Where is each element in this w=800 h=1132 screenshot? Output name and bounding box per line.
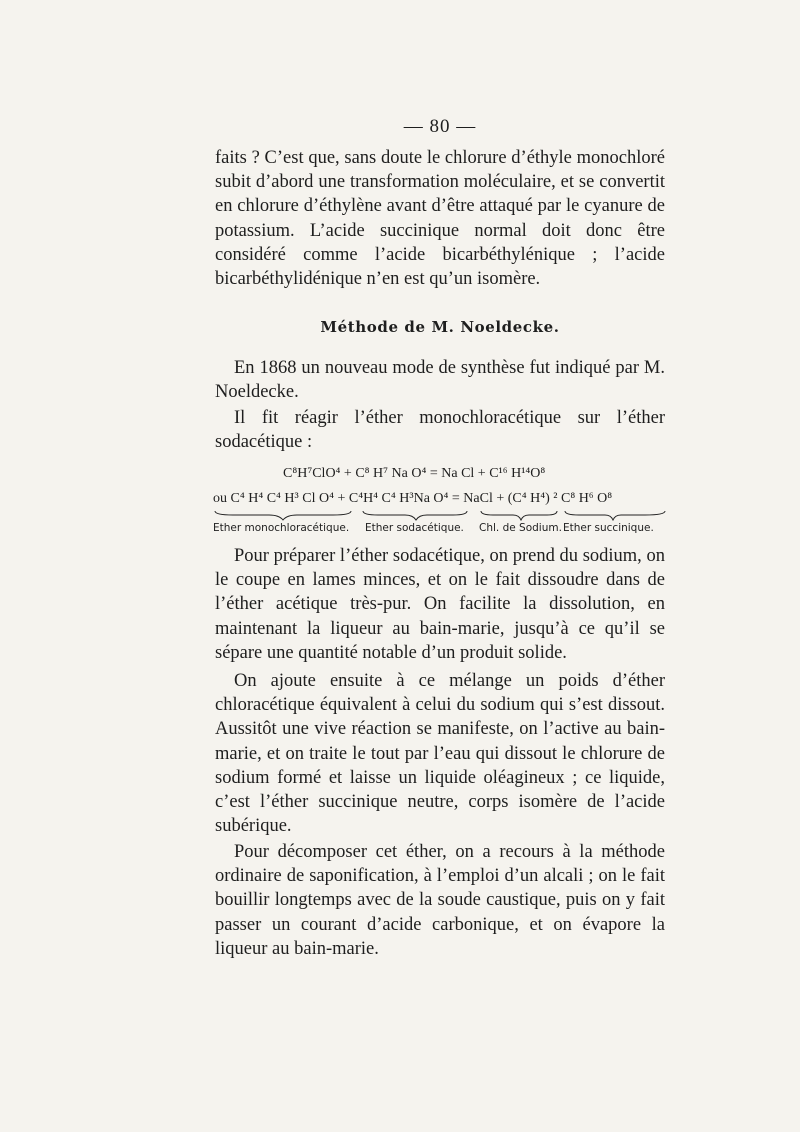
caption-ether-succinique: Ether succinique. <box>563 522 654 534</box>
paragraph-4 <box>215 544 665 665</box>
chemical-formula-2: ou C⁴ H⁴ C⁴ H³ Cl O⁴ + C⁴H⁴ C⁴ H³Na O⁴ = NaCl + (C⁴ H⁴) ² C⁸ H⁶ O⁸ <box>213 491 613 506</box>
paragraph-3 <box>215 406 665 454</box>
chemical-formula-1: C⁸H⁷ClO⁴ + C⁸ H⁷ Na O⁴ = Na Cl + C¹⁶ H¹⁴O⁸ <box>283 466 546 481</box>
section-heading: Méthode de M. Noeldecke. <box>320 318 560 336</box>
paragraph-2-text: En 1868 un nouveau mode de synthèse fut indiqué par M. Noeldecke. <box>215 358 665 403</box>
underbrace-3 <box>481 511 557 520</box>
paragraph-6-text: Pour décomposer cet éther, on a recours à la méthode ordinaire de saponification, à l’emploi d’un alcali ; on le fait bouillir longtemps avec de la soude caustique, puis on y fait passer un courant d’acide carbonique, et on évapore la liqueur au bain-marie. <box>215 842 665 959</box>
caption-ether-sodacetique: Ether sodacétique. <box>365 522 464 534</box>
underbraces <box>213 509 668 521</box>
paragraph-3-text: Il fit réagir l’éther monochloracétique sur l’éther sodacétique : <box>215 408 665 453</box>
paragraph-1 <box>215 146 665 291</box>
underbrace-2 <box>363 511 467 520</box>
caption-chl-de-sodium: Chl. de Sodium. <box>479 522 562 534</box>
underbrace-1 <box>215 511 351 520</box>
paragraph-5 <box>215 669 665 838</box>
underbrace-4 <box>565 511 665 520</box>
paragraph-5-text: On ajoute ensuite à ce mélange un poids d’éther chloracétique équivalent à celui du sodium qui s’est dissout. Aussitôt une vive réaction se manifeste, on l’active au bain-marie, et on traite le tout par l’eau qui dissout le chlorure de sodium formé et laisse un liquide oléagineux ; ce liquide, c’est l’éther succinique neutre, corps isomère de l’acide subérique. <box>215 671 665 837</box>
paragraph-6 <box>215 840 665 961</box>
paragraph-4-text: Pour préparer l’éther sodacétique, on prend du sodium, on le coupe en lames minces, et on le fait dissoudre dans de l’éther acétique très-pur. On facilite la dissolution, en maintenant la liqueur au bain-marie, jusqu’à ce qu’il se sépare une quantité notable d’un produit solide. <box>215 546 665 663</box>
paragraph-2 <box>215 356 665 404</box>
paragraph-1-text: faits ? C’est que, sans doute le chlorure d’éthyle monochloré subit d’abord une transformation moléculaire, et se convertit en chlorure d’éthylène avant d’être attaqué par le cyanure de potassium. L’acide succinique normal doit donc être considéré comme l’acide bicarbéthylénique ; l’acide bicarbéthylidénique n’en est qu’un isomère. <box>215 148 665 290</box>
caption-ether-monochloracetique: Ether monochloracétique. <box>213 522 350 534</box>
page-number: — 80 — <box>403 116 477 137</box>
